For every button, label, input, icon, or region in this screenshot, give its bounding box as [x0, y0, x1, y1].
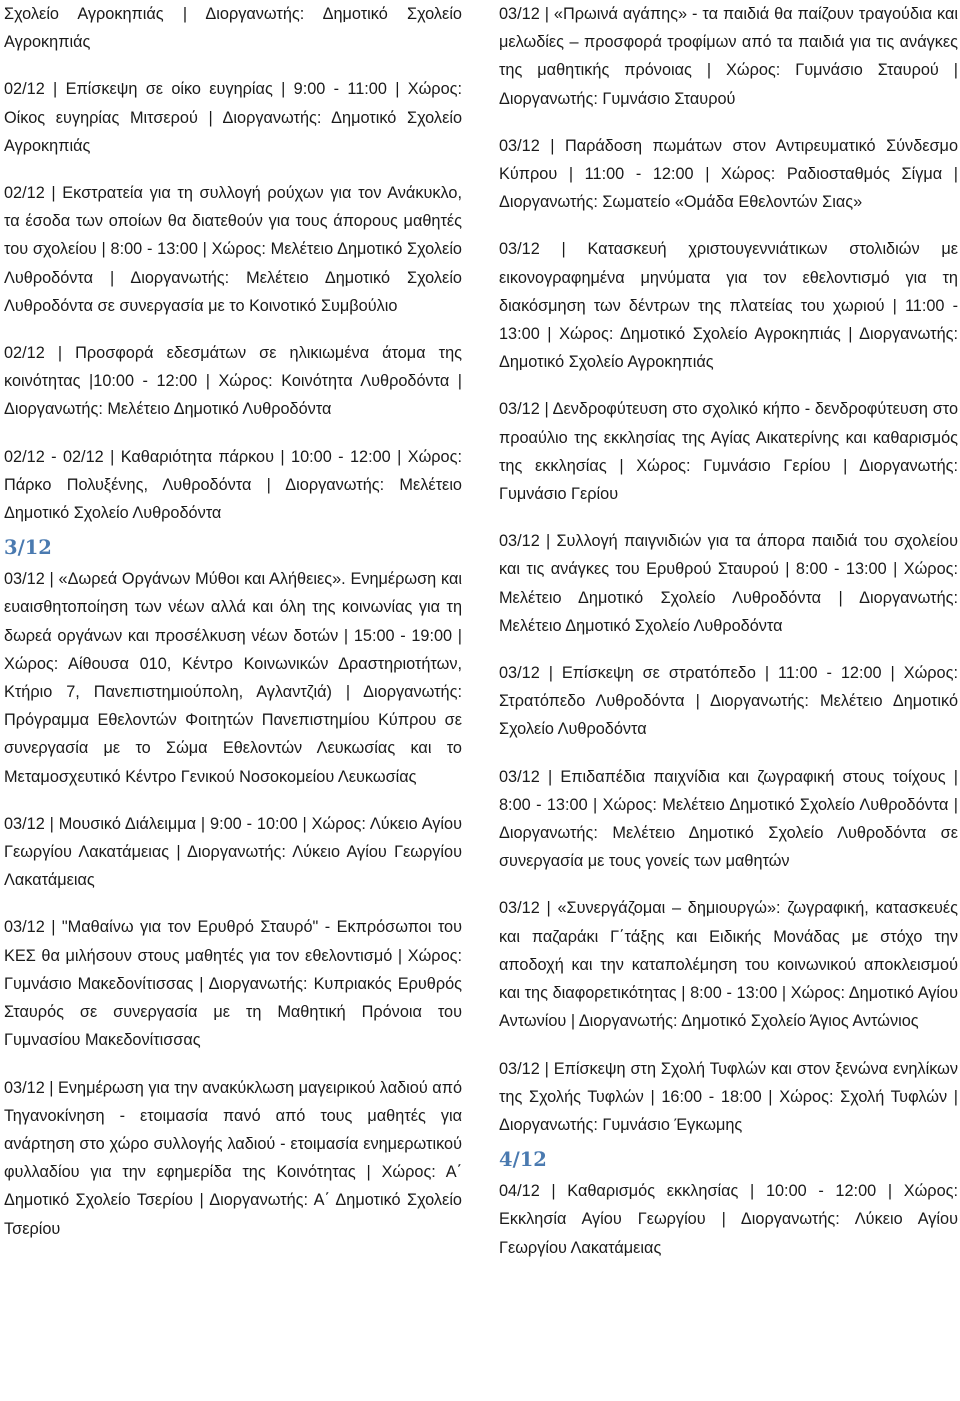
event-entry: 02/12 | Εκστρατεία για τη συλλογή ρούχων για τον Ανάκυκλο, τα έσοδα των οποίων θα διατεθούν για τους άπορους μαθητές του σχολείου | 8:00 - 13:00 | Χώρος: Μελέτειο Δημοτικό Σχολείο Λυθροδόντα | Διοργανωτής: Μελέτειο Δημοτικό Σχολείο Λυθροδόντα σε συνεργασία με το Κοινοτικό Συμβούλιο	[4, 184, 462, 315]
event-entry: 02/12 - 02/12 | Καθαριότητα πάρκου | 10:00 - 12:00 | Χώρος: Πάρκο Πολυξένης, Λυθροδόντα | Διοργανωτής: Μελέτειο Δημοτικό Σχολείο Λυθροδόντα	[4, 447, 462, 523]
event-entry: 03/12 | Συλλογή παιγνιδιών για τα άπορα παιδιά του σχολείου και τις ανάγκες του Ερυθρού Σταυρού | 8:00 - 13:00 | Χώρος: Μελέτειο Δημοτικό Σχολείο Λυθροδόντα | Διοργανωτής: Μελέτειο Δημοτικό Σχολείο Λυθροδόντα	[499, 532, 958, 635]
event-entry: 03/12 | Μουσικό Διάλειμμα | 9:00 - 10:00 | Χώρος: Λύκειο Αγίου Γεωργίου Λακατάμειας | Διοργανωτής: Λύκειο Αγίου Γεωργίου Λακατάμειας	[4, 814, 462, 890]
event-entry: 02/12 | Επίσκεψη σε οίκο ευγηρίας | 9:00 - 11:00 | Χώρος: Οίκος ευγηρίας Μιτσερού | Διοργανωτής: Δημοτικό Σχολείο Αγροκηπιάς	[4, 80, 462, 155]
event-entry: 03/12 | Ενημέρωση για την ανακύκλωση μαγειρικού λαδιού από Τηγανοκίνηση - ετοιμασία πανό από τους μαθητές για ανάρτηση στο χώρο συλλογής λαδιού - ετοιμασία ενημερωτικού φυλλαδίου για την εφημερίδα της Κοινότητας | Χώρος: Α΄ Δημοτικό Σχολείο Τσερίου | Διοργανωτής: Α΄ Δημοτικό Σχολείο Τσερίου	[4, 1078, 462, 1238]
event-entry: 03/12 | Παράδοση πωμάτων στον Αντιρευματικό Σύνδεσμο Κύπρου | 11:00 - 12:00 | Χώρος: Ραδιοσταθμός Σίγμα | Διοργανωτής: Σωματείο «Ομάδα Εθελοντών Σιας»	[499, 136, 958, 212]
event-entry: Σχολείο Αγροκηπιάς | Διοργανωτής: Δημοτικό Σχολείο Αγροκηπιάς	[4, 5, 462, 52]
left-column	[4, 0, 462, 1262]
event-entry: 03/12 | Δενδροφύτευση στο σχολικό κήπο - δενδροφύτευση στο προαύλιο της εκκλησίας της Αγίας Αικατερίνης και καθαρισμός της εκκλησίας | Χώρος: Γυμνάσιο Γερίου | Διοργανωτής: Γυμνάσιο Γερίου	[499, 400, 958, 504]
event-entry: 03/12 | "Μαθαίνω για τον Ερυθρό Σταυρό" - Εκπρόσωποι του ΚΕΣ θα μιλήσουν στους μαθητές για τον εθελοντισμό | Χώρος: Γυμνάσιο Μακεδονίτισσας | Διοργανωτής: Κυπριακός Ερυθρός Σταυρός σε συνεργασία με τη Μαθητική Πρόνοια του Γυμνασίου Μακεδονίτισσας	[4, 918, 462, 1050]
event-entry: 04/12 | Καθαρισμός εκκλησίας | 10:00 - 12:00 | Χώρος: Εκκλησία Αγίου Γεωργίου | Διοργανωτής: Λύκειο Αγίου Γεωργίου Λακατάμειας	[499, 1182, 958, 1257]
event-entry: 03/12 | «Δωρεά Οργάνων Μύθοι και Αλήθειες». Ενημέρωση και ευαισθητοποίηση των νέων αλλά και όλη της κοινωνίας για τη δωρεά οργάνων και προσέλκυση νέων δοτών | 15:00 - 19:00 | Χώρος: Αίθουσα 010, Κέντρο Κοινωνικών Δραστηριοτήτων, Κτήριο 7, Πανεπιστημιούπολη, Αγλαντζιά) | Διοργανωτής: Πρόγραμμα Εθελοντών Φοιτητών Πανεπιστημίου Κύπρου σε συνεργασία με το Σώμα Εθελοντών Λευκωσίας και το Μεταμοσχευτικό Κέντρο Γενικού Νοσοκομείου Λευκωσίας	[4, 570, 462, 786]
date-heading: 4/12	[499, 1148, 547, 1172]
event-entry: 03/12 | Επίσκεψη σε στρατόπεδο | 11:00 - 12:00 | Χώρος: Στρατόπεδο Λυθροδόντα | Διοργανωτής: Μελέτειο Δημοτικό Σχολείο Λυθροδόντα	[499, 664, 958, 739]
event-entry: 03/12 | Επίσκεψη στη Σχολή Τυφλών και στον ξενώνα ενηλίκων της Σχολής Τυφλών | 16:00 - 18:00 | Χώρος: Σχολή Τυφλών | Διοργανωτής: Γυμνάσιο Έγκωμης	[499, 1059, 958, 1134]
event-entry: 03/12 | «Πρωινά αγάπης» - τα παιδιά θα παίζουν τραγούδια και μελωδίες – προσφορά τροφίμων από τα παιδιά για τις ανάγκες της μαθητικής πρόνοιας | Χώρος: Γυμνάσιο Σταυρού | Διοργανωτής: Γυμνάσιο Σταυρού	[499, 5, 958, 108]
event-entry: 03/12 | Επιδαπέδια παιχνίδια και ζωγραφική στους τοίχους | 8:00 - 13:00 | Χώρος: Μελέτειο Δημοτικό Σχολείο Λυθροδόντα | Διοργανωτής: Μελέτειο Δημοτικό Σχολείο Λυθροδόντα σε συνεργασία με τους γονείς των μαθητών	[499, 767, 958, 871]
event-entry: 03/12 | «Συνεργάζομαι – δημιουργώ»: ζωγραφική, κατασκευές και παζαράκι Γ΄τάξης και Ειδικής Μονάδας με στόχο την αποδοχή και την καταπολέμηση του κοινωνικού αποκλεισμού και της διαφορετικότητας | 8:00 - 13:00 | Χώρος: Δημοτικό Αγίου Αντωνίου | Διοργανωτής: Δημοτικό Σχολείο Άγιος Αντώνιος	[499, 899, 958, 1031]
right-column	[499, 0, 958, 1281]
date-heading: 3/12	[4, 536, 52, 560]
event-entry: 02/12 | Προσφορά εδεσμάτων σε ηλικιωμένα άτομα της κοινότητας |10:00 - 12:00 | Χώρος: Κοινότητα Λυθροδόντα | Διοργανωτής: Μελέτειο Δημοτικό Λυθροδόντα	[4, 344, 462, 419]
event-entry: 03/12 | Κατασκευή χριστουγεννιάτικων στολιδιών με εικονογραφημένα μηνύματα για τον εθελοντισμό για τη διακόσμηση των δέντρων της πλατείας του χωριού | 11:00 - 13:00 | Χώρος: Δημοτικό Σχολείο Αγροκηπιάς | Διοργανωτής: Δημοτικό Σχολείο Αγροκηπιάς	[499, 240, 958, 372]
